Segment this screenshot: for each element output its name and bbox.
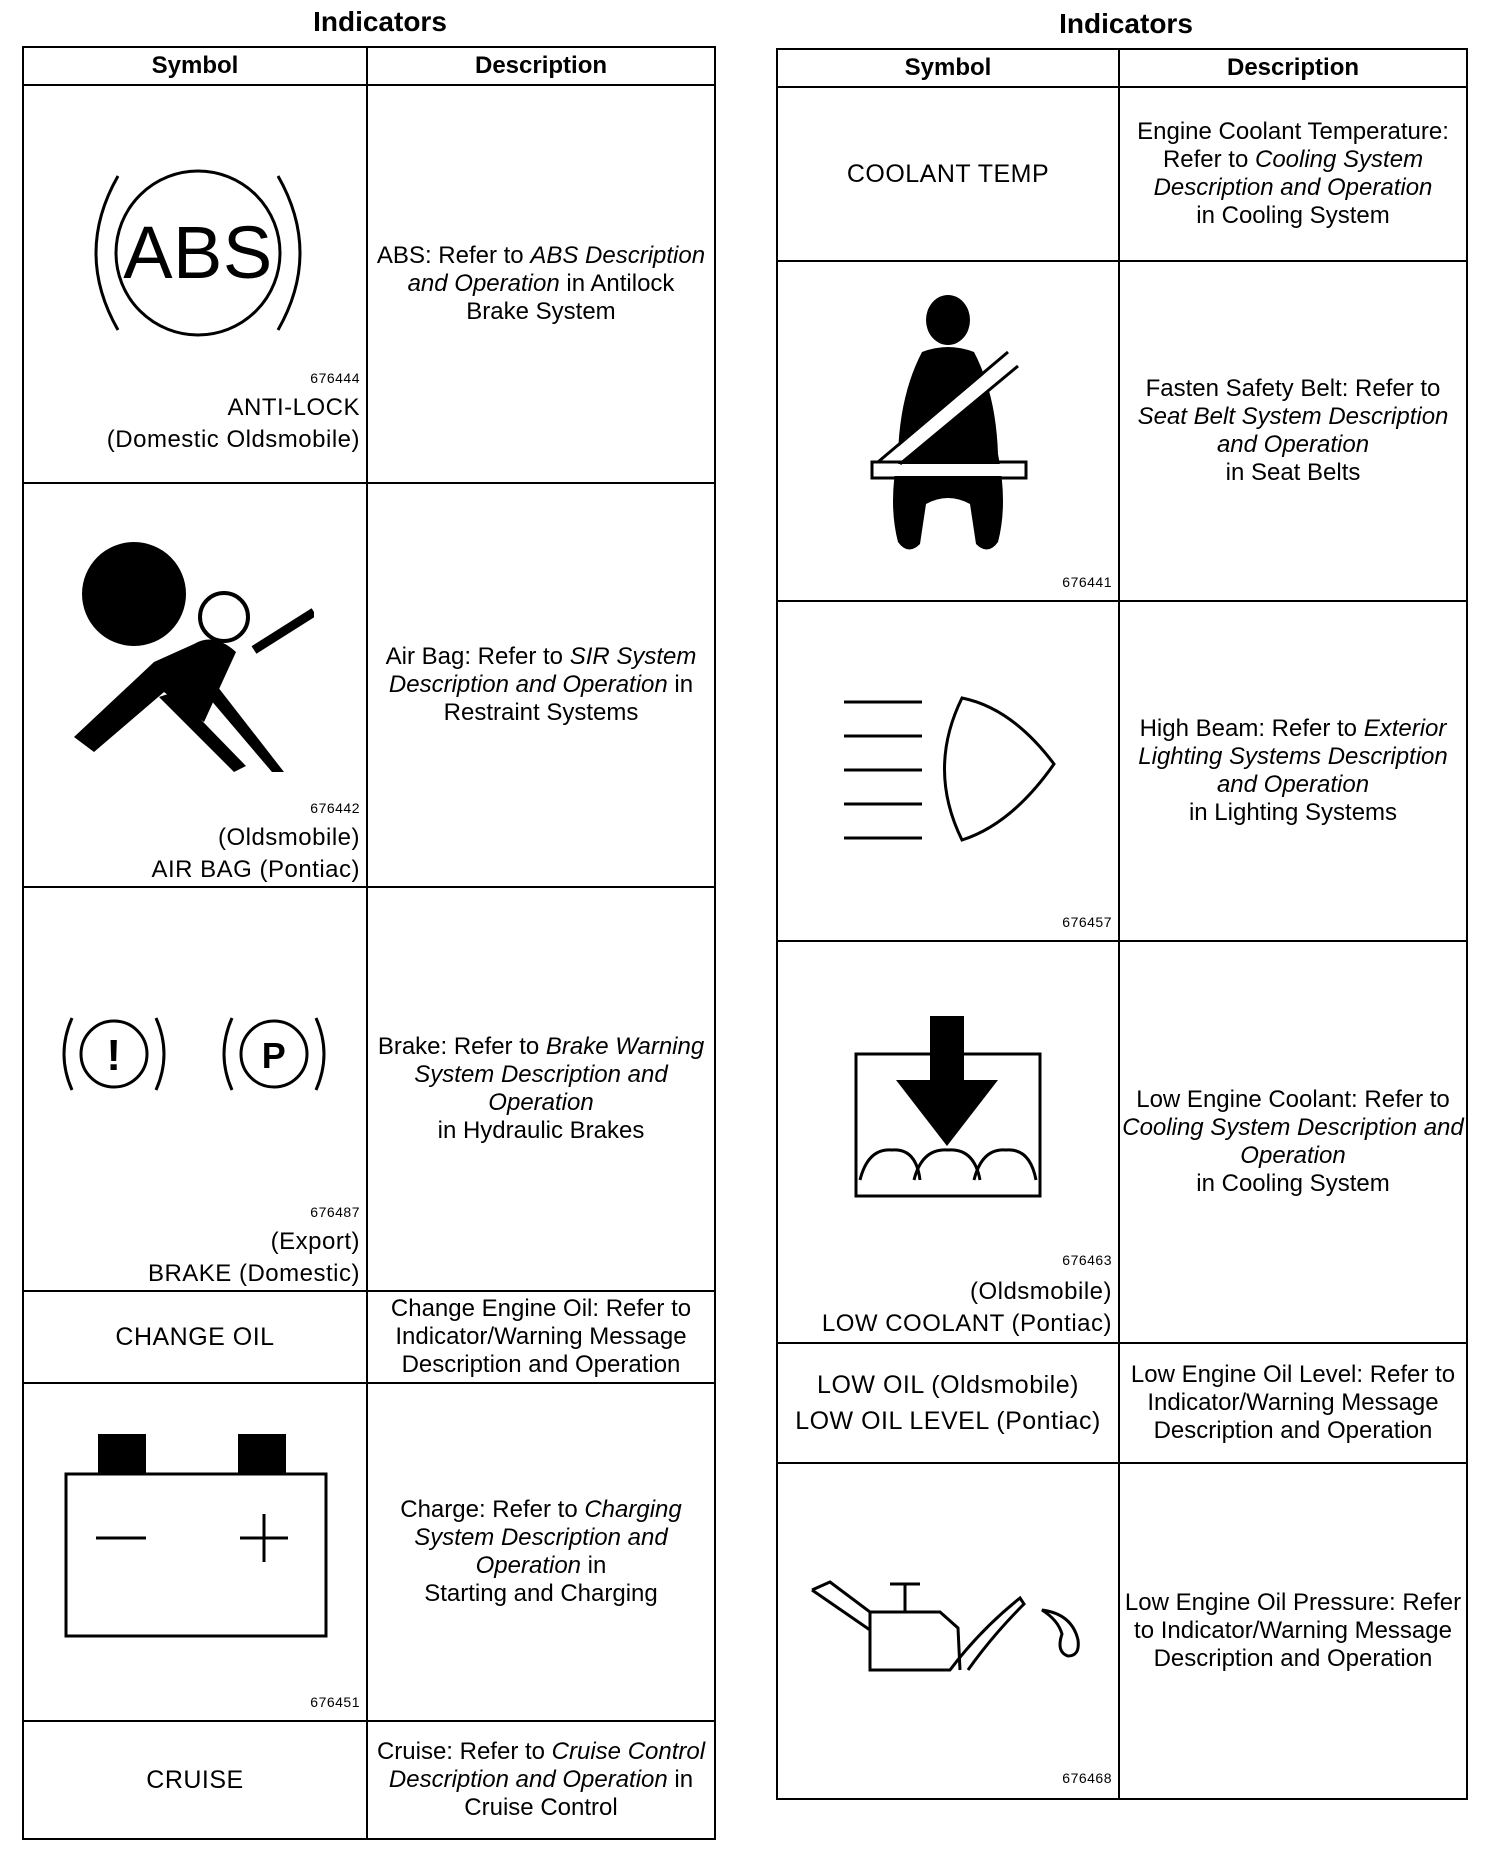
description-cell [367,85,715,483]
caption-line-2: (Domestic Oldsmobile) [106,426,360,453]
symbol-caption [822,1276,1112,1340]
table-row [23,1291,715,1383]
symbol-cell [777,261,1119,601]
desc-system: in Seat Belts [1225,459,1361,486]
symbol-cell [777,87,1119,261]
table-row [23,1383,715,1721]
battery-icon [64,1432,328,1638]
desc-system: in Cooling System [1196,1170,1390,1197]
symbol-cell [23,85,367,483]
desc-text: in [667,671,694,698]
symbol-caption [107,392,360,456]
left-header-row [23,47,715,85]
desc-reference: Cruise Control Description and Operation [388,1738,706,1793]
caption-line-1: ANTI-LOCK [227,394,360,421]
description-cell [1119,1343,1467,1463]
description-cell [367,1721,715,1839]
symbol-cell [23,1721,367,1839]
desc-text: Charge: Refer to [400,1496,585,1523]
right-table-heading: Indicators [1059,8,1193,39]
desc-text: Change Engine Oil: Refer to Indicator/Warning Message Description and Operation [390,1295,692,1378]
description-cell [1119,941,1467,1343]
desc-text: Air Bag: Refer to [385,643,570,670]
caption-line-2: BRAKE (Domestic) [147,1260,360,1287]
desc-text: Low Engine Oil Pressure: Refer to Indicator/Warning Message Description and Operation [1124,1589,1462,1672]
caption-line-2: LOW COOLANT (Pontiac) [821,1310,1112,1337]
desc-text: ABS: Refer to [376,242,531,269]
left-indicators-table [22,46,716,1840]
description-cell [367,1383,715,1721]
desc-text: Brake: Refer to [377,1033,546,1060]
desc-text: Low Engine Coolant: Refer to [1136,1086,1450,1113]
table-row [23,85,715,483]
figure-code: 676444 [310,370,360,386]
symbol-cell [777,601,1119,941]
symbol-cell [23,483,367,887]
symbol-caption [148,1226,360,1290]
airbag-icon [54,532,314,772]
symbol-cell [777,1343,1119,1463]
desc-reference: Charging System Description and Operation [414,1496,682,1579]
desc-text: Low Engine Oil Level: Refer to Indicator/Warning Message Description and Operation [1130,1361,1456,1444]
desc-reference: Brake Warning System Description and Operation [414,1033,705,1116]
figure-code: 676463 [1062,1252,1112,1268]
symbol-cell [23,887,367,1291]
seatbelt-icon [858,294,1038,564]
low-coolant-icon [852,1014,1044,1200]
desc-system: in Cooling System [1196,202,1390,229]
description-column-header: Description [367,47,715,85]
symbol-cell [23,1291,367,1383]
symbol-text: COOLANT TEMP [846,159,1050,188]
symbol-cell [777,941,1119,1343]
figure-code: 676442 [310,800,360,816]
desc-system: in Hydraulic Brakes [437,1117,645,1144]
desc-text: Fasten Safety Belt: Refer to [1145,375,1441,402]
symbol-text: CHANGE OIL [115,1322,275,1351]
desc-text: in Antilock [559,270,675,297]
desc-text: Cruise: Refer to [376,1738,552,1765]
brake-icon [54,1006,334,1106]
description-cell [367,483,715,887]
desc-system: Cruise Control [464,1794,618,1821]
figure-code: 676441 [1062,574,1112,590]
caption-line-1: (Export) [270,1228,360,1255]
desc-text: in [667,1766,694,1793]
symbol-caption [151,822,360,886]
desc-reference: Exterior Lighting Systems Description and Operation [1138,715,1448,798]
symbol-column-header: Symbol [777,49,1119,87]
symbol-cell [777,1463,1119,1799]
description-column-header: Description [1119,49,1467,87]
desc-reference: Cooling System Description and Operation [1153,146,1433,201]
description-cell [367,887,715,1291]
parking-brake-text: P [261,1035,287,1076]
table-row [777,1463,1467,1799]
table-row [777,87,1467,261]
caption-line-1: (Oldsmobile) [969,1278,1112,1305]
table-row [23,483,715,887]
abs-icon-text: ABS [123,211,273,294]
description-cell [1119,261,1467,601]
left-table-heading: Indicators [313,6,447,37]
desc-system: Restraint Systems [443,699,639,726]
desc-reference: SIR System Description and Operation [388,643,697,698]
desc-system: in Lighting Systems [1188,799,1398,826]
desc-reference: ABS Description and Operation [407,242,706,297]
oil-can-icon [810,1570,1090,1680]
figure-code: 676457 [1062,914,1112,930]
figure-code: 676487 [310,1204,360,1220]
table-row [777,1343,1467,1463]
description-cell [1119,601,1467,941]
symbol-cell [23,1383,367,1721]
brake-warning-text: ! [106,1031,122,1080]
figure-code: 676468 [1062,1770,1112,1786]
desc-text: High Beam: Refer to [1139,715,1364,742]
desc-reference: Cooling System Description and Operation [1122,1114,1464,1169]
right-indicators-table [776,48,1468,1800]
caption-line-1: (Oldsmobile) [217,824,360,851]
description-cell [1119,1463,1467,1799]
symbol-text-line-2: LOW OIL LEVEL (Pontiac) [795,1407,1101,1435]
symbol-text-line-1: LOW OIL (Oldsmobile) [817,1371,1079,1399]
caption-line-2: AIR BAG (Pontiac) [151,856,360,883]
desc-system: Starting and Charging [424,1580,658,1607]
table-row [23,887,715,1291]
table-row [777,261,1467,601]
table-row [777,601,1467,941]
desc-text: Engine Coolant Temperature: Refer to [1137,118,1449,173]
description-cell [367,1291,715,1383]
figure-code: 676451 [310,1694,360,1710]
high-beam-icon [842,694,1062,844]
symbol-text: CRUISE [146,1765,244,1794]
abs-icon [78,168,318,338]
right-header-row [777,49,1467,87]
desc-reference: Seat Belt System Description and Operation [1137,403,1449,458]
symbol-column-header: Symbol [23,47,367,85]
description-cell [1119,87,1467,261]
desc-text: in [581,1552,607,1579]
table-row [23,1721,715,1839]
desc-system: Brake System [466,298,616,325]
table-row [777,941,1467,1343]
